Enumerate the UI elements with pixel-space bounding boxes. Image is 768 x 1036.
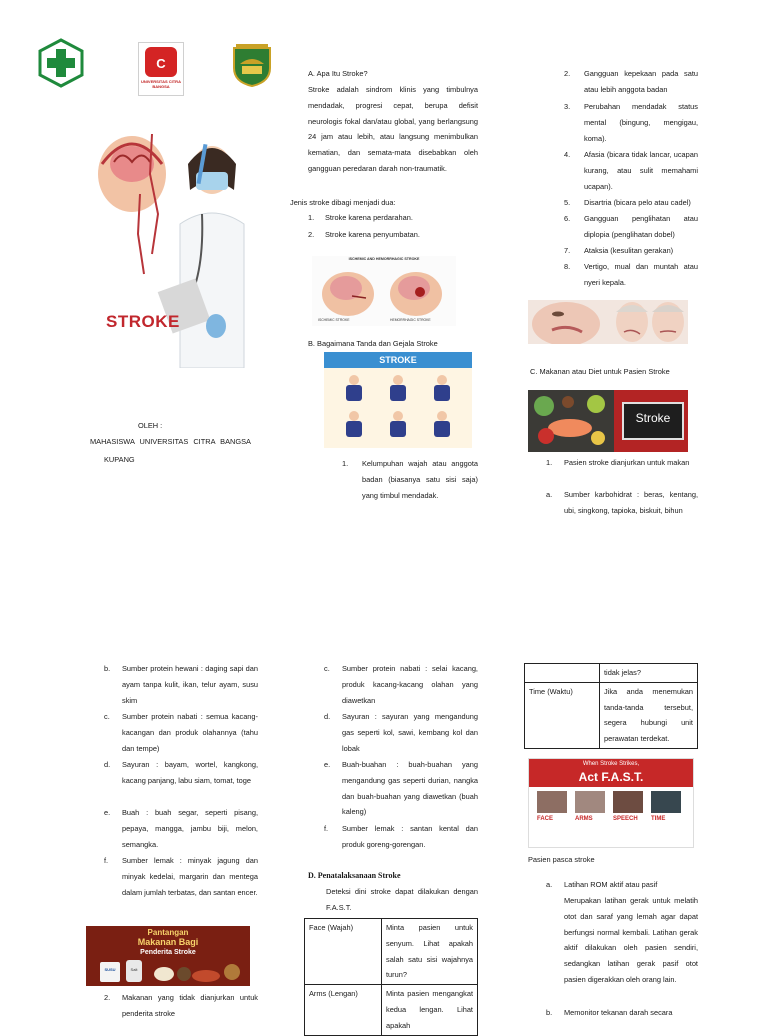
table-row [305,985,478,1035]
table-row [525,682,698,748]
fast-intro: Deteksi dini stroke dapat dilakukan dengan F.A.S.T. [326,887,478,912]
poster-top-text: When Stroke Strikes, [582,761,640,767]
fast-table-continued [524,663,698,749]
banner-line3: Penderita Stroke [140,949,196,956]
fast-table [304,918,478,1036]
stroke-sign-text: Stroke [635,411,671,425]
diagram-label-hemorrhagic: HEMORRHAGIC STROKE [390,318,431,322]
table-cell-key: Time (Waktu) [525,682,600,748]
rom-description: Merupakan latihan gerak untuk melatih otot dan saraf yang lemah agar dapat berfungsi normal kembali. Latihan gerak aktif dilakukan oleh pasien sendiri, sedangkan latihan gerak pasif otot pasien digerakkan oleh orang lain. [564,896,698,984]
ischemic-hemorrhagic-diagram [312,256,456,326]
by-label: OLEH : [138,421,163,430]
table-cell-value: Minta pasien mengangkat kedua lengan. Lihat apakah [382,985,478,1035]
table-cell-key: Face (Wajah) [305,919,382,985]
section-b-heading: B. Bagaimana Tanda dan Gejala Stroke [308,339,438,348]
poster-title: Act F.A.S.T. [578,770,644,784]
facial-droop-photo [528,300,688,344]
stroke-cover-illustration [92,104,246,368]
diagram-label-ischemic: ISCHEMIC STROKE [318,318,350,322]
svg-text:C: C [156,56,166,71]
poster-label-arms: ARMS [575,816,593,822]
stroke-types-intro: Jenis stroke dibagi menjadi dua: [290,198,396,207]
table-cell-key: Arms (Lengan) [305,985,382,1035]
banner-milk-label: SUSU [104,967,116,972]
authors-line2: KUPANG [104,455,135,464]
table-row [525,664,698,683]
poster-label-face: FACE [537,816,554,822]
post-stroke-caption: Pasien pasca stroke [528,855,595,864]
authors-line1: MAHASISWA UNIVERSITAS CITRA BANGSA [90,437,251,446]
table-cell-key [525,664,600,683]
stroke-sign-photo [614,390,688,452]
poster-label-time: TIME [651,816,666,822]
table-cell-value: Jika anda menemukan tanda-tanda tersebut, segera hubungi unit perawatan terdekat. [600,682,698,748]
health-cross-logo [38,38,84,88]
university-logo [138,42,184,96]
signs-banner-title: STROKE [379,355,417,365]
diagram-title: ISCHEMIC AND HEMORRHAGIC STROKE [348,257,420,261]
stroke-definition: Stroke adalah sindrom klinis yang timbulnya mendadak, progresi cepat, berupa defisit neurologis fokal dan/atau global, yang berlangsung 24 jam atau lebih, atau langsung menimbulkan kematian, dan semata-mata disebabkan oleh gangguan peredaran darah non-traumatik. [308,85,478,173]
stroke-signs-illustration [324,352,472,448]
stroke-cover-word: STROKE [106,312,180,331]
banner-line2: Makanan Bagi [137,937,199,947]
table-cell-value: tidak jelas? [600,664,698,683]
section-d-heading: D. Penatalaksanaan Stroke [308,871,401,880]
university-logo-text: UNIVERSITAS CITRA BANGSA [141,79,181,89]
table-row [305,919,478,985]
poster-label-speech: SPEECH [613,816,638,822]
banner-salt-label: Salt [130,967,138,972]
section-a-heading: A. Apa Itu Stroke? [308,69,368,78]
act-fast-poster [528,758,694,848]
table-cell-value: Minta pasien untuk senyum. Lihat apakah salah satu sisi wajahnya turun? [382,919,478,985]
food-restriction-banner [86,926,250,986]
healthy-food-photo [528,390,614,452]
banner-line1: Pantangan [147,928,189,937]
regional-crest-logo [228,40,276,88]
section-c-heading: C. Makanan atau Diet untuk Pasien Stroke [530,367,670,376]
